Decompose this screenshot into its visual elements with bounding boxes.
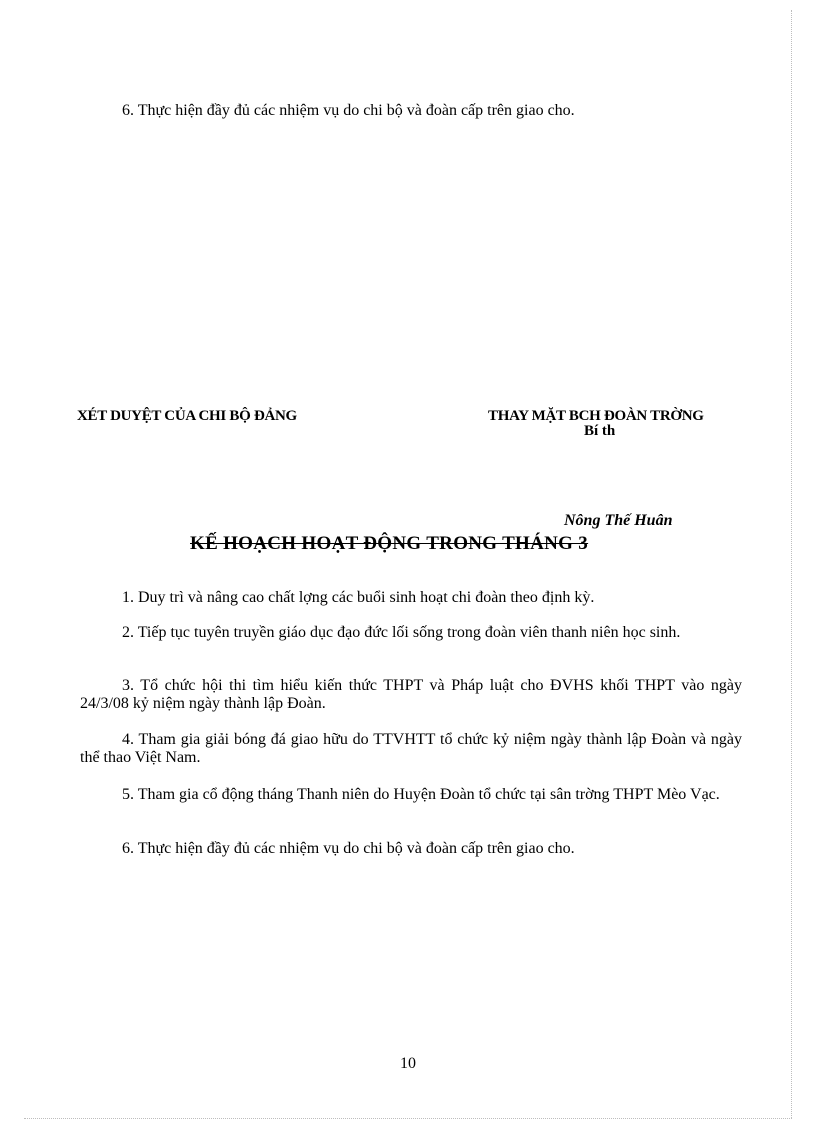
plan-item-2: 2. Tiếp tục tuyên truyền giáo dục đạo đức lối sống trong đoàn viên thanh niên học sinh. xyxy=(122,624,681,641)
top-item-6: 6. Thực hiện đầy đủ các nhiệm vụ do chi bộ và đoàn cấp trên giao cho. xyxy=(122,102,575,119)
page-number: 10 xyxy=(400,1055,416,1072)
page-border-right xyxy=(791,10,792,1118)
youth-committee-heading: THAY MẶT BCH ĐOÀN TRỜNG xyxy=(488,408,704,424)
plan-title: KẾ HOẠCH HOẠT ĐỘNG TRONG THÁNG 3 xyxy=(190,533,589,554)
plan-item-5: 5. Tham gia cổ động tháng Thanh niên do Huyện Đoàn tổ chức tại sân trờng THPT Mèo Vạc. xyxy=(122,786,720,803)
secretary-title: Bí th xyxy=(584,423,616,439)
page-border-bottom xyxy=(24,1118,792,1119)
plan-item-6: 6. Thực hiện đầy đủ các nhiệm vụ do chi bộ và đoàn cấp trên giao cho. xyxy=(122,840,575,857)
signer-name: Nông Thế Huân xyxy=(564,512,673,529)
plan-item-3: 3. Tổ chức hội thi tìm hiểu kiến thức THPT và Pháp luật cho ĐVHS khối THPT vào ngày 24/3/08 kỷ niệm ngày thành lập Đoàn. xyxy=(80,677,742,712)
plan-item-1: 1. Duy trì và nâng cao chất lợng các buổi sinh hoạt chi đoàn theo định kỳ. xyxy=(122,589,595,606)
plan-item-4: 4. Tham gia giải bóng đá giao hữu do TTVHTT tổ chức kỷ niệm ngày thành lập Đoàn và ngày thể thao Việt Nam. xyxy=(80,731,742,766)
party-approval-heading: XÉT DUYỆT CỦA CHI BỘ ĐẢNG xyxy=(77,408,297,424)
